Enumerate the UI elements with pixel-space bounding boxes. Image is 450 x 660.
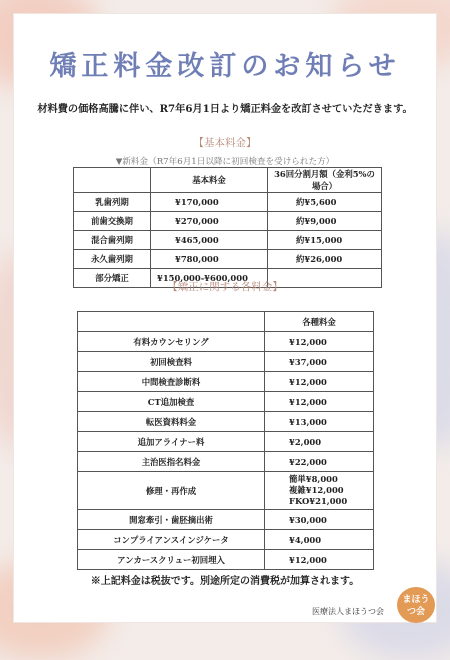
page-title: 矯正料金改訂のお知らせ [49,51,401,82]
row-label: 中間検査診断料 [78,372,265,392]
row-label: 修理・再作成 [78,472,265,510]
fee-value: ¥13,000 [265,412,374,432]
fee-value: ¥30,000 [265,510,374,530]
logo-text-line: まほう [402,595,430,605]
basic-fee: ¥150,000-¥600,000 [151,269,268,288]
table-row [74,193,382,212]
additional-fee-table [77,311,374,570]
table-row [74,231,382,250]
table-row [78,452,374,472]
table-row [78,550,374,570]
fee-value: ¥4,000 [265,530,374,550]
logo-text-line: つ会 [406,607,426,617]
row-label: 主治医指名料金 [78,452,265,472]
fee-value: ¥12,000 [265,392,374,412]
table-header-row [74,168,382,193]
row-label: 有料カウンセリング [78,332,265,352]
table-row [78,352,374,372]
row-label: コンプライアンスインジケータ [78,530,265,550]
table-header-cell: 各種料金 [265,312,374,332]
table-row [78,372,374,392]
fee-value: ¥12,000 [265,550,374,570]
monthly-fee: 約¥15,000 [268,231,382,250]
table-row [78,472,374,510]
row-label: 混合歯列期 [74,231,151,250]
table-row [78,510,374,530]
row-label: 開窓牽引・歯胚摘出術 [78,510,265,530]
tax-footnote: ※上記料金は税抜です。別途所定の消費税が加算されます。 [90,576,360,587]
row-label: 追加アライナー料 [78,432,265,452]
row-label: 部分矯正 [74,269,151,288]
table-header-row [78,312,374,332]
row-label: 前歯交換期 [74,212,151,231]
table-header-cell [74,168,151,193]
row-label: アンカースクリュー初回埋入 [78,550,265,570]
table-header-cell [78,312,265,332]
fee-value-multi [265,472,374,510]
basic-fee: ¥270,000 [151,212,268,231]
basic-fee: ¥465,000 [151,231,268,250]
basic-subnote: ▼新料金（R7年6月1日以降に初回検査を受けられた方） [115,157,335,167]
fee-line: FKO¥21,000 [289,496,348,506]
basic-fee: ¥170,000 [151,193,268,212]
table-row [78,332,374,352]
fees-section-title: 【矯正に関する各料金】 [167,281,283,293]
fee-value: ¥37,000 [265,352,374,372]
basic-section-title: 【基本料金】 [193,137,257,149]
basic-fee-table [73,167,382,288]
intro-text: 材料費の価格高騰に伴い、R7年6月1日より矯正料金を改訂させていただきます。 [37,103,413,115]
row-label: 永久歯列期 [74,250,151,269]
basic-fee: ¥780,000 [151,250,268,269]
fee-line: 簡単¥8,000 [289,474,338,484]
clinic-logo [396,586,436,624]
table-header-cell: 基本料金 [151,168,268,193]
fee-value: ¥12,000 [265,332,374,352]
table-row [78,432,374,452]
table-row [74,212,382,231]
monthly-fee: 約¥26,000 [268,250,382,269]
table-row [74,250,382,269]
table-row [78,412,374,432]
fee-value: ¥22,000 [265,452,374,472]
table-header-cell: 36回分割月額（金利5%の場合） [268,168,382,193]
table-row [78,392,374,412]
row-label: 転医資料料金 [78,412,265,432]
row-label: 初回検査料 [78,352,265,372]
notice-sheet [14,14,436,622]
fee-value: ¥12,000 [265,372,374,392]
row-label: 乳歯列期 [74,193,151,212]
row-label: CT追加検査 [78,392,265,412]
table-row [78,530,374,550]
monthly-fee: 約¥9,000 [268,212,382,231]
fee-value: ¥2,000 [265,432,374,452]
monthly-fee: 約¥5,600 [268,193,382,212]
fee-line: 複雑¥12,000 [289,485,344,495]
organization-name: 医療法人まほうつ会 [312,607,384,616]
